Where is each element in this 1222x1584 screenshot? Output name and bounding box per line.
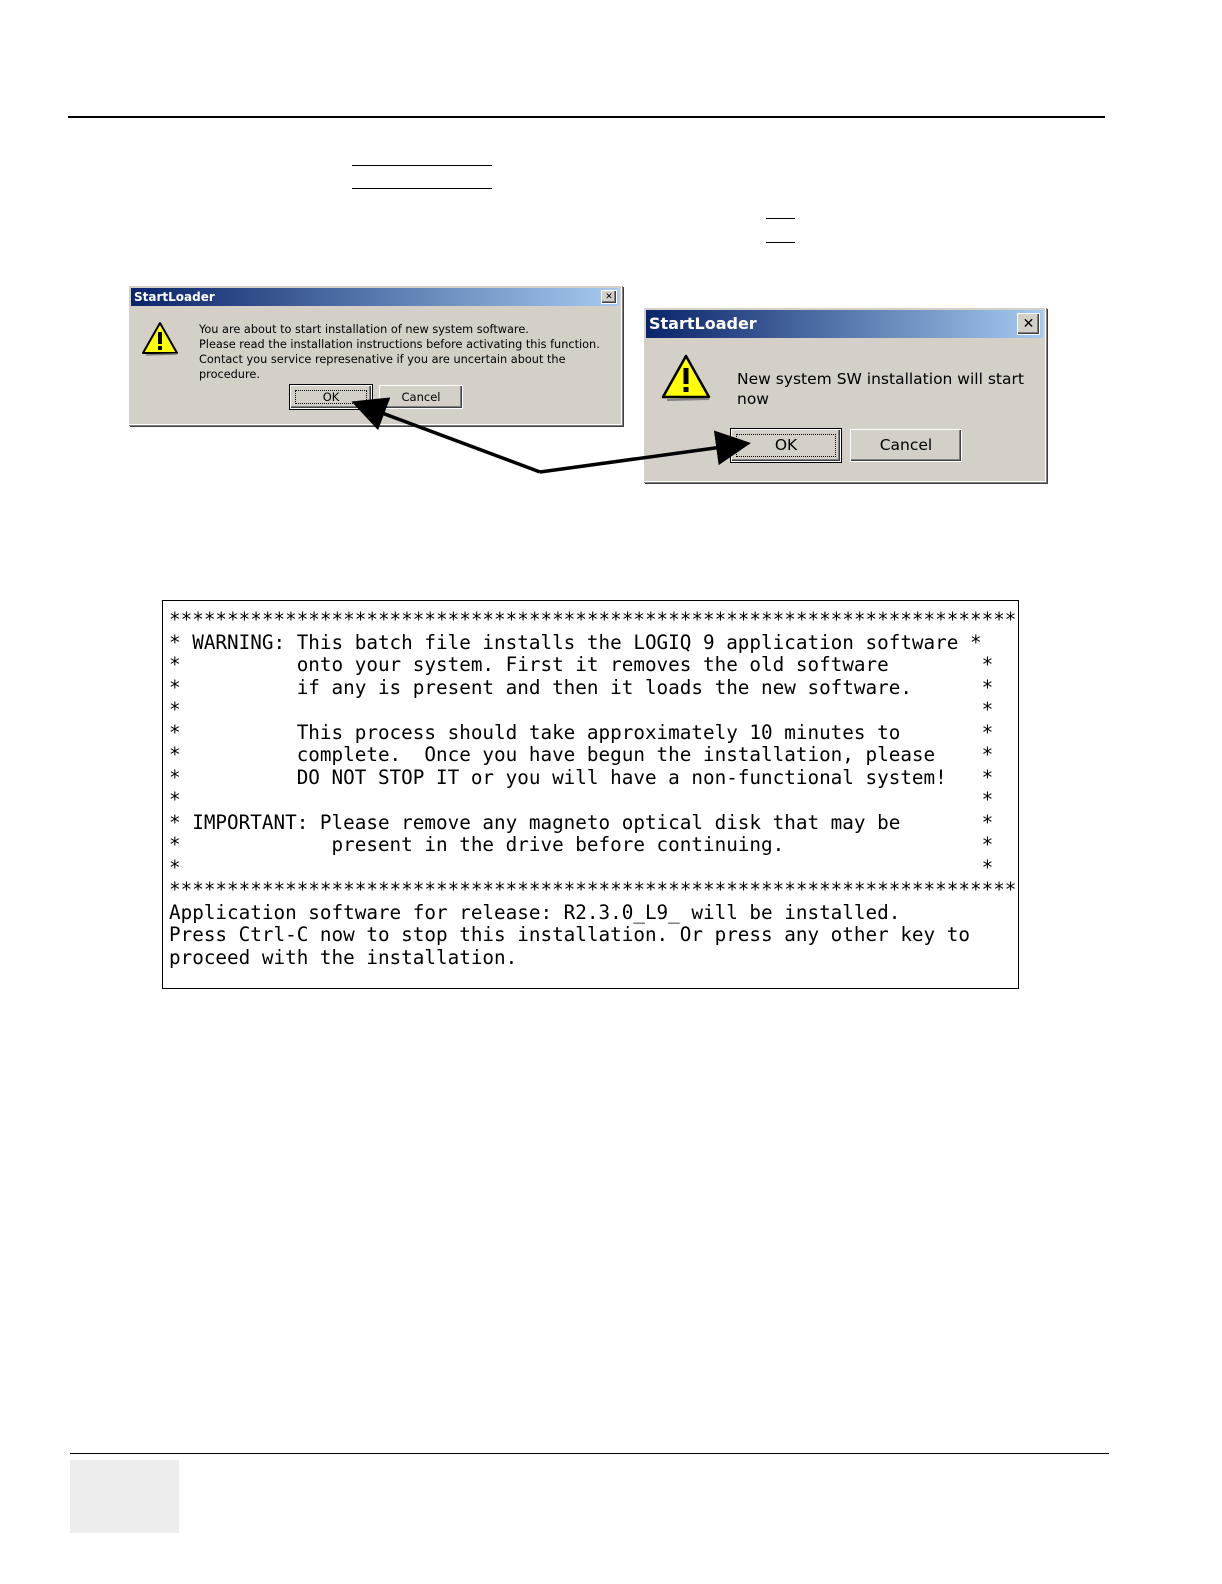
console-line: Application software for release: R2.3.0_L9_ will be installed. — [169, 900, 901, 924]
console-text — [169, 609, 1016, 969]
console-line: * This process should take approximately 10 minutes to * — [169, 720, 994, 744]
dialog-1-message-line-3: Contact you service represenative if you are uncertain about the procedure. — [199, 353, 566, 381]
console-output-box — [162, 600, 1019, 989]
dialog-1-message-line-2: Please read the installation instructions before activating this function. — [199, 338, 600, 351]
dialog-2-message: New system SW installation will start now — [737, 370, 1024, 408]
dialog-1-ok-label: OK — [322, 390, 340, 404]
footer-rule — [70, 1453, 1109, 1454]
console-line: ************************************************************************* — [169, 878, 1017, 901]
console-line: ************************************************************************* — [169, 608, 1017, 631]
console-line: * IMPORTANT: Please remove any magneto optical disk that may be * — [169, 810, 994, 834]
footer-page-box — [70, 1460, 179, 1533]
console-line: * * — [169, 855, 994, 879]
dialog-1-message-line-1: You are about to start installation of new system software. — [199, 323, 529, 336]
arrow-to-dialog-1-ok — [358, 404, 540, 472]
console-line: * onto your system. First it removes the old software * — [169, 653, 994, 676]
close-icon: ✕ — [1022, 316, 1035, 332]
dialog-2-ok-label: OK — [774, 436, 798, 454]
console-line: * * — [169, 698, 994, 721]
console-line: * present in the drive before continuing. * — [169, 833, 994, 856]
dialog-1-title: StartLoader — [134, 290, 215, 304]
arrow-to-dialog-2-ok — [540, 444, 744, 472]
console-line: * complete. Once you have begun the installation, please * — [169, 743, 994, 766]
dialog-2-cancel-label: Cancel — [879, 436, 933, 454]
console-line: Press Ctrl-C now to stop this installation. Or press any other key to — [169, 923, 970, 946]
console-line: * * — [169, 788, 994, 811]
console-line: * DO NOT STOP IT or you will have a non-functional system! * — [169, 765, 994, 789]
dialog-1-cancel-label: Cancel — [401, 390, 441, 404]
console-line: * if any is present and then it loads the new software. * — [169, 675, 994, 699]
close-icon: ✕ — [605, 292, 613, 302]
callout-arrows — [0, 0, 1222, 600]
console-line: * WARNING: This batch file installs the LOGIQ 9 application software * — [169, 630, 982, 654]
dialog-2-title: StartLoader — [649, 314, 757, 333]
console-line: proceed with the installation. — [169, 945, 518, 969]
